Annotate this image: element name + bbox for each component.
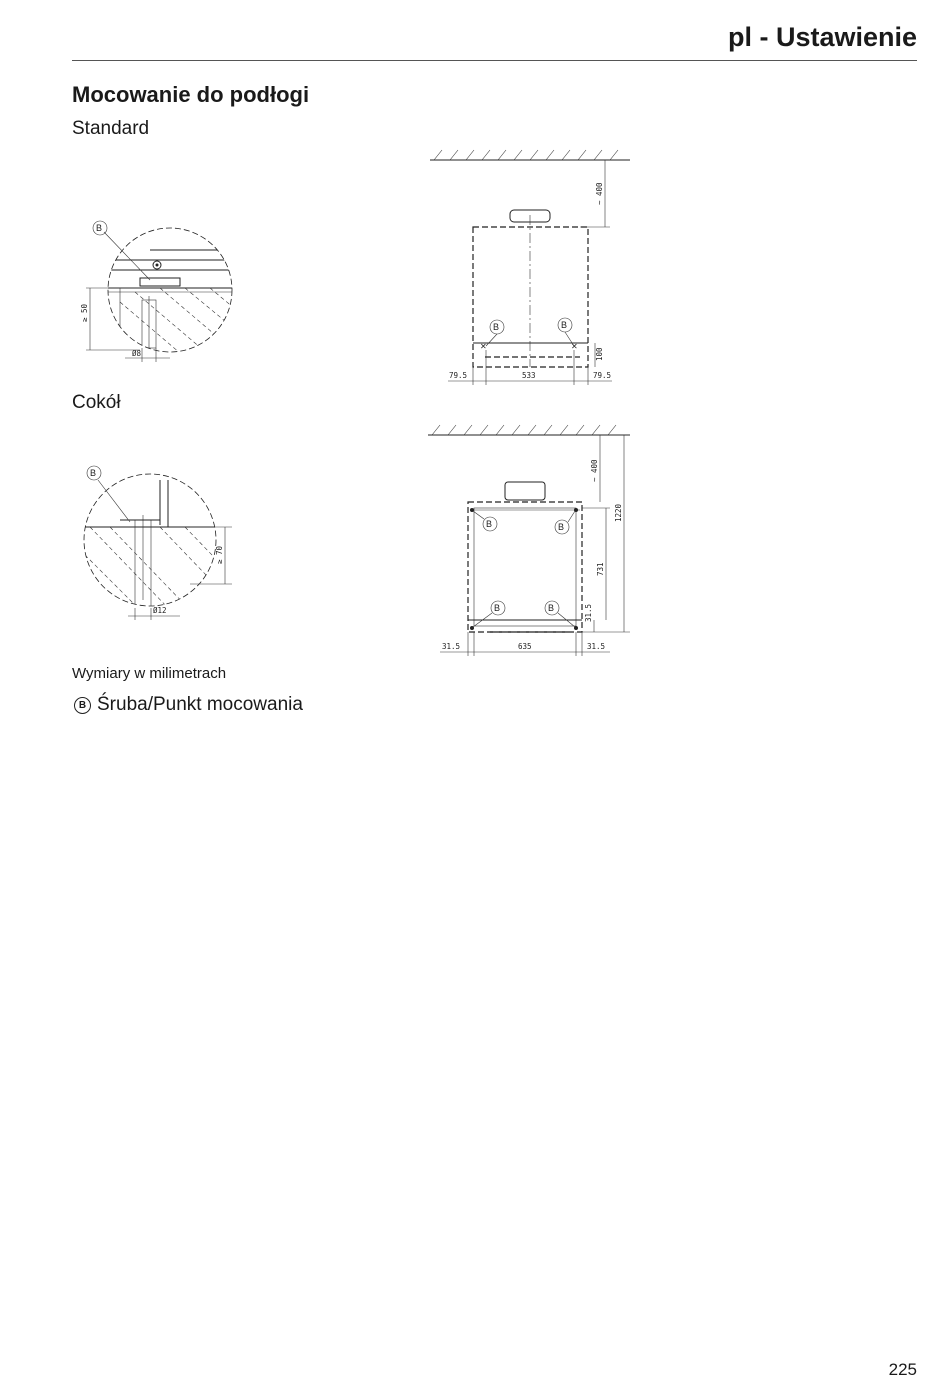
plinth-side-left-label: 31.5 [442, 642, 461, 651]
plinth-side-right-label: 31.5 [587, 642, 606, 651]
subsection-plinth-title: Cokół [72, 392, 121, 413]
standard-wall-gap-label: ~ 400 [595, 182, 604, 205]
plinth-front-offset-label: 31.5 [584, 603, 593, 622]
svg-text:✕: ✕ [480, 342, 487, 351]
svg-text:✕: ✕ [571, 342, 578, 351]
standard-mount-detail-diagram [80, 210, 240, 370]
plinth-depth-inner-label: 731 [596, 562, 605, 576]
standard-detail-marker: B [96, 223, 103, 233]
plinth-wall-gap-label: ~ 400 [590, 459, 599, 482]
plinth-mount-detail-diagram [80, 460, 240, 625]
plinth-detail-diameter-label: Ø12 [153, 606, 167, 615]
plinth-width-label: 635 [518, 642, 532, 651]
plinth-depth-total-label: 1220 [614, 503, 623, 522]
section-title: Mocowanie do podłogi [72, 82, 310, 107]
standard-front-marker-left: B [493, 322, 500, 332]
dimensions-note: Wymiary w milimetrach [72, 665, 227, 682]
plinth-front-marker-bottom-left: B [494, 603, 501, 613]
legend [74, 694, 303, 716]
standard-placement-diagram [420, 145, 640, 390]
page-header-title: pl - Ustawienie [727, 22, 917, 52]
standard-width-label: 533 [522, 371, 536, 380]
legend-text: Śruba/Punkt mocowania [97, 694, 303, 715]
legend-marker-badge: B [74, 697, 91, 714]
plinth-front-marker-top-left: B [486, 519, 493, 529]
plinth-front-marker-bottom-right: B [548, 603, 555, 613]
plinth-detail-depth-label: ≥ 70 [215, 545, 224, 564]
standard-rear-offset-label: 100 [595, 347, 604, 361]
plinth-front-marker-top-right: B [558, 522, 565, 532]
page-number: 225 [888, 1360, 917, 1379]
standard-detail-depth-label: ≥ 50 [80, 303, 89, 322]
standard-side-right-label: 79.5 [593, 371, 612, 380]
standard-side-left-label: 79.5 [449, 371, 468, 380]
standard-detail-diameter-label: Ø8 [132, 349, 142, 358]
plinth-placement-diagram [420, 420, 640, 660]
subsection-standard-title: Standard [72, 118, 150, 139]
header-divider [72, 60, 917, 61]
standard-front-marker-right: B [561, 320, 568, 330]
plinth-detail-marker: B [90, 468, 97, 478]
